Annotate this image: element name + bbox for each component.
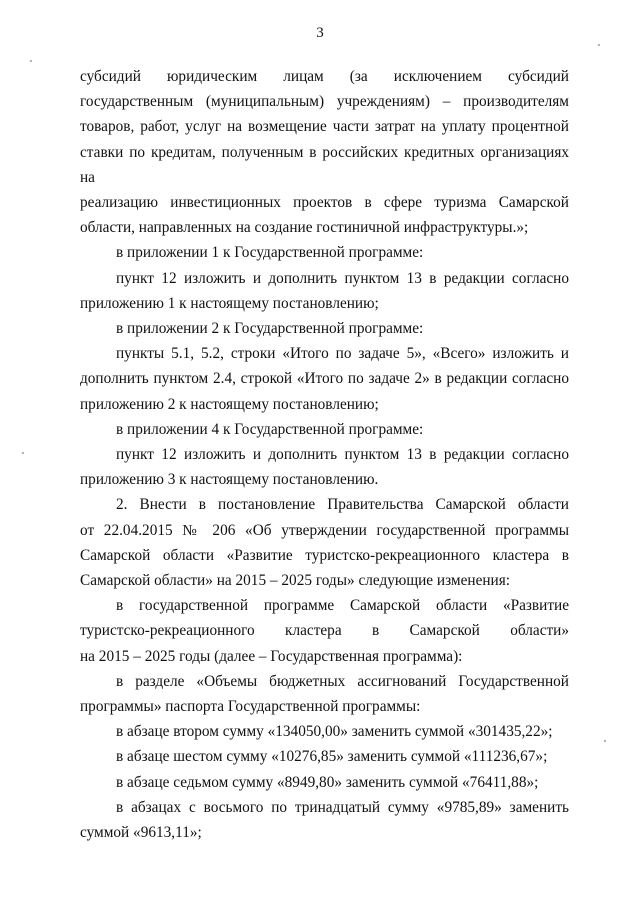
text-line: субсидий юридическим лицам (за исключением субсидий xyxy=(80,68,569,85)
paragraph xyxy=(80,316,569,341)
text-line: программы» паспорта Государственной программы: xyxy=(80,698,421,716)
text-line: в абзаце шестом сумму «10276,85» заменить суммой «111236,67»; xyxy=(116,748,548,766)
text-line: в приложении 4 к Государственной программе: xyxy=(116,420,424,438)
scan-speck xyxy=(604,740,606,742)
text-line: в абзаце втором сумму «134050,00» заменить суммой «301435,22»; xyxy=(116,723,553,741)
paragraph xyxy=(80,669,569,719)
paragraph xyxy=(80,442,569,492)
text-line: ставки по кредитам, полученным в российских кредитных организациях на xyxy=(80,143,569,186)
paragraph xyxy=(80,417,569,442)
scan-speck xyxy=(30,60,32,62)
paragraph xyxy=(80,744,569,769)
text-line: приложению 3 к настоящему постановлению. xyxy=(80,471,379,489)
paragraph xyxy=(80,593,569,669)
text-line: государственным (муниципальным) учреждениям) – производителям xyxy=(80,93,569,111)
text-line: в абзаце седьмом сумму «8949,80» заменить суммой «76411,88»; xyxy=(116,773,539,791)
text-line: в приложении 2 к Государственной программе: xyxy=(116,320,424,338)
paragraph xyxy=(80,240,569,265)
text-line: пункт 12 изложить и дополнить пунктом 13 в редакции согласно xyxy=(116,446,569,464)
text-line: реализацию инвестиционных проектов в сфере туризма Самарской xyxy=(80,194,569,212)
scan-speck xyxy=(598,44,600,46)
text-line: дополнить пунктом 2.4, строкой «Итого по задаче 2» в редакции согласно xyxy=(80,370,569,388)
text-line: Самарской области «Развитие туристско-рекреационного кластера в xyxy=(80,546,569,564)
text-line: товаров, работ, услуг на возмещение части затрат на уплату процентной xyxy=(80,118,569,136)
paragraph xyxy=(80,795,569,845)
text-line: туристско-рекреационного кластера в Самарской области» xyxy=(80,622,569,640)
document-body xyxy=(80,64,569,845)
paragraph xyxy=(80,266,569,316)
text-line: приложению 1 к настоящему постановлению; xyxy=(80,294,379,312)
text-line: пункты 5.1, 5.2, строки «Итого по задаче 5», «Всего» изложить и xyxy=(116,345,569,363)
paragraph xyxy=(80,719,569,744)
paragraph xyxy=(80,64,569,240)
text-line: 2. Внести в постановление Правительства Самарской области xyxy=(116,496,569,514)
text-line: Самарской области» на 2015 – 2025 годы» следующие изменения: xyxy=(80,572,511,590)
text-line: в государственной программе Самарской области «Развитие xyxy=(116,597,569,615)
text-line: приложению 2 к настоящему постановлению; xyxy=(80,395,379,413)
text-line: в разделе «Объемы бюджетных ассигнований Государственной xyxy=(116,672,569,690)
text-line: от 22.04.2015 № 206 «Об утверждении государственной программы xyxy=(80,521,569,539)
scan-speck xyxy=(22,452,24,454)
paragraph xyxy=(80,341,569,417)
text-line: на 2015 – 2025 годы (далее – Государственная программа): xyxy=(80,647,463,665)
text-line: области, направленных на создание гостиничной инфраструктуры.»; xyxy=(80,219,529,237)
page-number: 3 xyxy=(316,25,324,41)
text-line: в приложении 1 к Государственной программе: xyxy=(116,244,424,262)
text-line: суммой «9613,11»; xyxy=(80,824,202,842)
paragraph xyxy=(80,770,569,795)
text-line: пункт 12 изложить и дополнить пунктом 13 в редакции согласно xyxy=(116,269,569,287)
text-line: в абзацах с восьмого по тринадцатый сумму «9785,89» заменить xyxy=(116,798,569,816)
paragraph xyxy=(80,492,569,593)
